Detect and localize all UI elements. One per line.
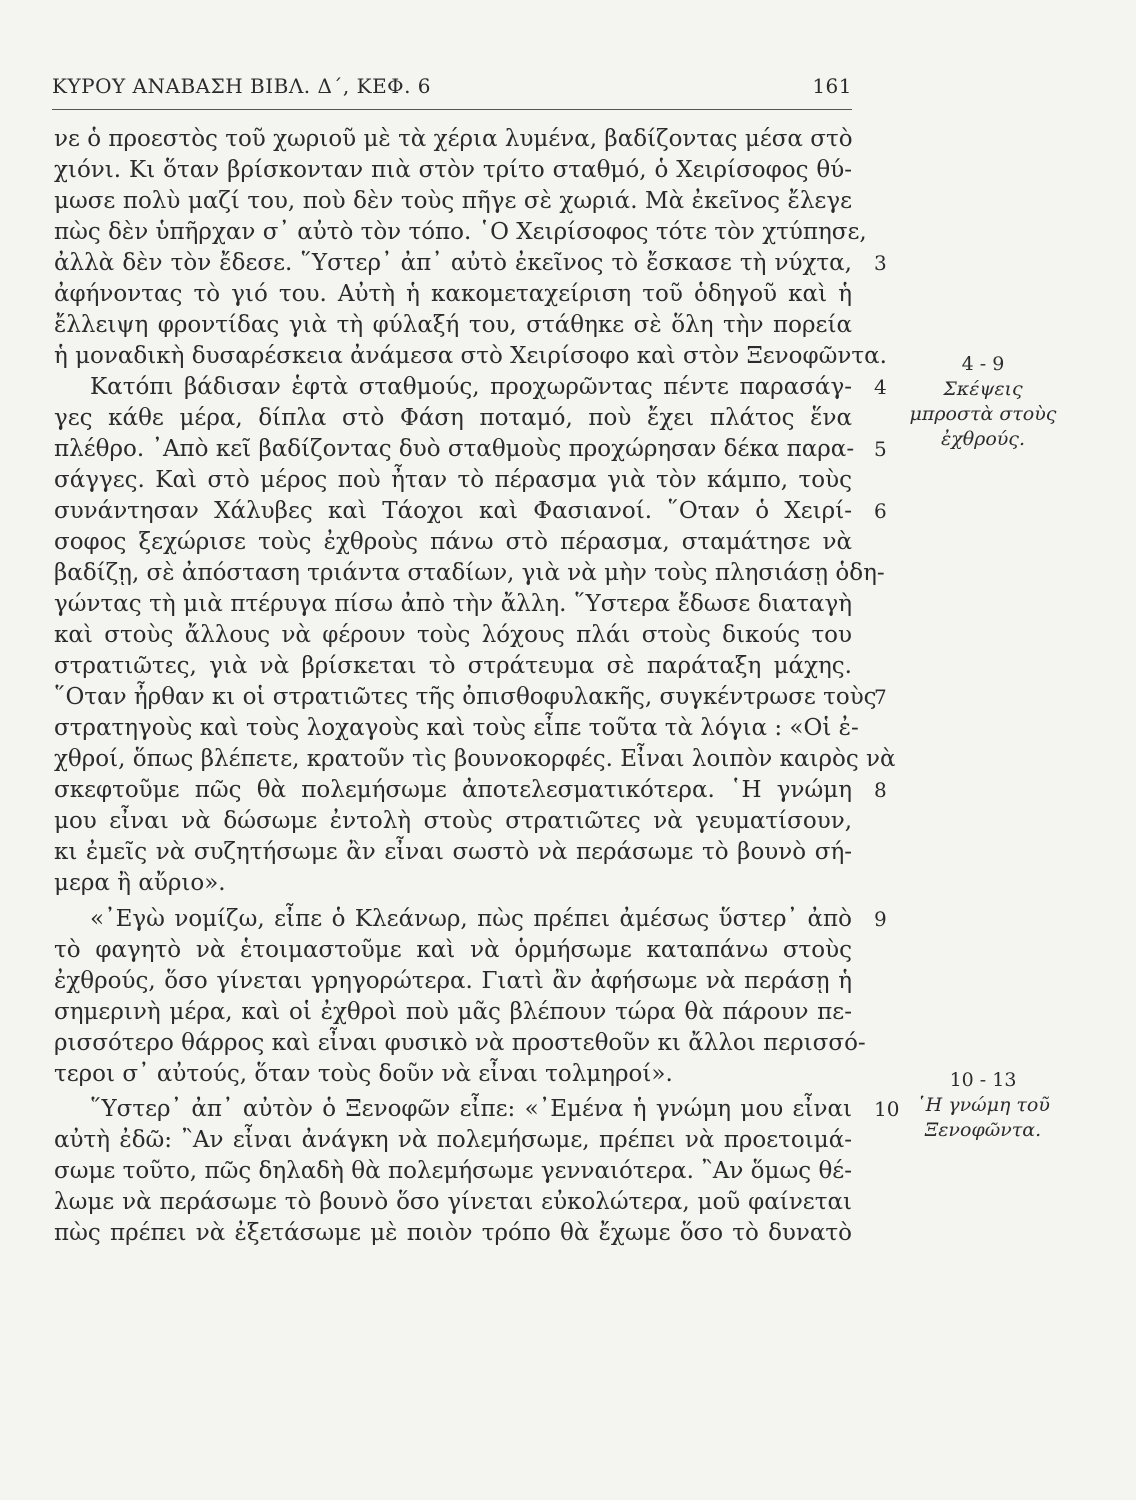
text-line: ἡ μοναδικὴ δυσαρέσκεια ἀνάμεσα στὸ Χειρίσοφο καὶ στὸν Ξενοφῶντα. <box>54 343 887 369</box>
marginal-note-line: Ξενοφῶντα. <box>924 1119 1042 1141</box>
text-line: κι ἐμεῖς νὰ συζητήσωμε ἂν εἶναι σωστὸ νὰ περάσωμε τὸ βουνὸ σή- <box>54 839 852 865</box>
marginal-note-line: ἐχθρούς. <box>941 428 1025 450</box>
text-line: συνάντησαν Χάλυβες καὶ Τάοχοι καὶ Φασιανοί. ῞Οταν ὁ Χειρί- <box>54 498 852 524</box>
text-line: ἐχθρούς, ὅσο γίνεται γρηγορώτερα. Γιατὶ ἂν ἀφήσωμε νὰ περάσῃ ἡ <box>54 968 852 994</box>
marginal-note <box>908 352 1058 452</box>
text-line: λωμε νὰ περάσωμε τὸ βουνὸ ὅσο γίνεται εὐκολώτερα, μοῦ φαίνεται <box>54 1189 852 1215</box>
text-line: ἀλλὰ δὲν τὸν ἔδεσε. ῞Υστερ᾿ ἀπ᾿ αὐτὸ ἐκεῖνος τὸ ἔσκασε τὴ νύχτα, <box>54 250 852 276</box>
marginal-note-line: μπροστὰ στοὺς <box>909 403 1057 425</box>
text-line: τὸ φαγητὸ νὰ ἑτοιμαστοῦμε καὶ νὰ ὁρμήσωμε καταπάνω στοὺς <box>54 937 852 963</box>
text-line: νε ὁ προεστὸς τοῦ χωριοῦ μὲ τὰ χέρια λυμένα, βαδίζοντας μέσα στὸ <box>54 126 853 152</box>
text-line: Κατόπι βάδισαν ἑφτὰ σταθμούς, προχωρῶντας πέντε παρασάγ- <box>90 374 852 400</box>
text-line: πὼς δὲν ὑπῆρχαν σ᾿ αὐτὸ τὸν τόπο. ῾Ο Χειρίσοφος τότε τὸν χτύπησε, <box>54 219 867 245</box>
text-line: καὶ στοὺς ἄλλους νὰ φέρουν τοὺς λόχους πλάι στοὺς δικούς του <box>54 622 852 648</box>
text-line: αὐτὴ ἐδῶ: ῍Αν εἶναι ἀνάγκη νὰ πολεμήσωμε, πρέπει νὰ προετοιμά- <box>54 1127 852 1153</box>
page-number: 161 <box>812 74 852 98</box>
text-line: πὼς πρέπει νὰ ἐξετάσωμε μὲ ποιὸν τρόπο θὰ ἔχωμε ὅσο τὸ δυνατὸ <box>54 1220 852 1246</box>
text-line: μου εἶναι νὰ δώσωμε ἐντολὴ στοὺς στρατιῶτες νὰ γευματίσουν, <box>54 808 852 834</box>
text-line: ῞Οταν ἦρθαν κι οἱ στρατιῶτες τῆς ὀπισθοφυλακῆς, συγκέντρωσε τοὺς <box>54 684 877 710</box>
line-number: 9 <box>874 907 887 931</box>
text-line: σάγγες. Καὶ στὸ μέρος ποὺ ἦταν τὸ πέρασμα γιὰ τὸν κάμπο, τοὺς <box>54 467 852 493</box>
line-number: 4 <box>874 375 887 399</box>
text-line: βαδίζῃ, σὲ ἀπόσταση τριάντα σταδίων, γιὰ νὰ μὴν τοὺς πλησιάσῃ ὁδη- <box>54 560 885 586</box>
line-number: 5 <box>874 437 887 461</box>
text-line: χιόνι. Κι ὅταν βρίσκονταν πιὰ στὸν τρίτο σταθμό, ὁ Χειρίσοφος θύ- <box>54 157 852 183</box>
text-line: πλέθρο. ᾿Απὸ κεῖ βαδίζοντας δυὸ σταθμοὺς προχώρησαν δέκα παρα- <box>54 436 855 462</box>
line-number: 3 <box>874 251 887 275</box>
text-line: «᾿Εγὼ νομίζω, εἶπε ὁ Κλεάνωρ, πὼς πρέπει ἀμέσως ὕστερ᾿ ἀπὸ <box>90 906 852 932</box>
text-line: σοφος ξεχώρισε τοὺς ἐχθροὺς πάνω στὸ πέρασμα, σταμάτησε νὰ <box>54 529 852 555</box>
line-number: 8 <box>874 778 887 802</box>
marginal-note-range: 10 - 13 <box>949 1069 1017 1091</box>
text-line: στρατηγοὺς καὶ τοὺς λοχαγοὺς καὶ τοὺς εἶπε τοῦτα τὰ λόγια : «Οἱ ἐ- <box>54 715 859 741</box>
text-line: σωμε τοῦτο, πῶς δηλαδὴ θὰ πολεμήσωμε γενναιότερα. ῍Αν ὅμως θέ- <box>54 1158 852 1184</box>
running-title: ΚΥΡΟΥ ΑΝΑΒΑΣΗ ΒΙΒΛ. Δ΄, ΚΕΦ. 6 <box>52 74 432 98</box>
line-number: 10 <box>874 1097 900 1121</box>
text-line: μωσε πολὺ μαζί του, ποὺ δὲν τοὺς πῆγε σὲ χωριά. Μὰ ἐκεῖνος ἔλεγε <box>54 188 852 214</box>
text-line: χθροί, ὅπως βλέπετε, κρατοῦν τὶς βουνοκορφές. Εἶναι λοιπὸν καιρὸς νὰ <box>54 746 896 772</box>
text-line: μερα ἢ αὔριο». <box>54 870 226 896</box>
marginal-note-line: ῾Η γνώμη τοῦ <box>916 1094 1050 1116</box>
marginal-note <box>908 1068 1058 1143</box>
text-line: σκεφτοῦμε πῶς θὰ πολεμήσωμε ἀποτελεσματικότερα. ῾Η γνώμη <box>54 777 852 803</box>
text-line: τεροι σ᾿ αὐτούς, ὅταν τοὺς δοῦν νὰ εἶναι τολμηροί». <box>54 1061 673 1087</box>
text-line: στρατιῶτες, γιὰ νὰ βρίσκεται τὸ στράτευμα σὲ παράταξη μάχης. <box>54 653 852 679</box>
text-line: ρισσότερο θάρρος καὶ εἶναι φυσικὸ νὰ προστεθοῦν κι ἄλλοι περισσό- <box>54 1030 866 1056</box>
text-line: ῞Υστερ᾿ ἀπ᾿ αὐτὸν ὁ Ξενοφῶν εἶπε: «᾿Εμένα ἡ γνώμη μου εἶναι <box>90 1096 852 1122</box>
text-line: γες κάθε μέρα, δίπλα στὸ Φάση ποταμό, ποὺ ἔχει πλάτος ἕνα <box>54 405 852 431</box>
text-line: ἔλλειψη φροντίδας γιὰ τὴ φύλαξή του, στάθηκε σὲ ὅλη τὴν πορεία <box>54 312 852 338</box>
marginal-note-range: 4 - 9 <box>961 353 1005 375</box>
line-number: 7 <box>874 685 887 709</box>
text-line: ἀφήνοντας τὸ γιό του. Αὐτὴ ἡ κακομεταχείριση τοῦ ὁδηγοῦ καὶ ἡ <box>54 281 852 307</box>
line-number: 6 <box>874 499 887 523</box>
text-line: σημερινὴ μέρα, καὶ οἱ ἐχθροὶ ποὺ μᾶς βλέπουν τώρα θὰ πάρουν πε- <box>54 999 852 1025</box>
marginal-note-line: Σκέψεις <box>943 378 1023 400</box>
text-line: γώντας τὴ μιὰ πτέρυγα πίσω ἀπὸ τὴν ἄλλη. ῞Υστερα ἔδωσε διαταγὴ <box>54 591 852 617</box>
